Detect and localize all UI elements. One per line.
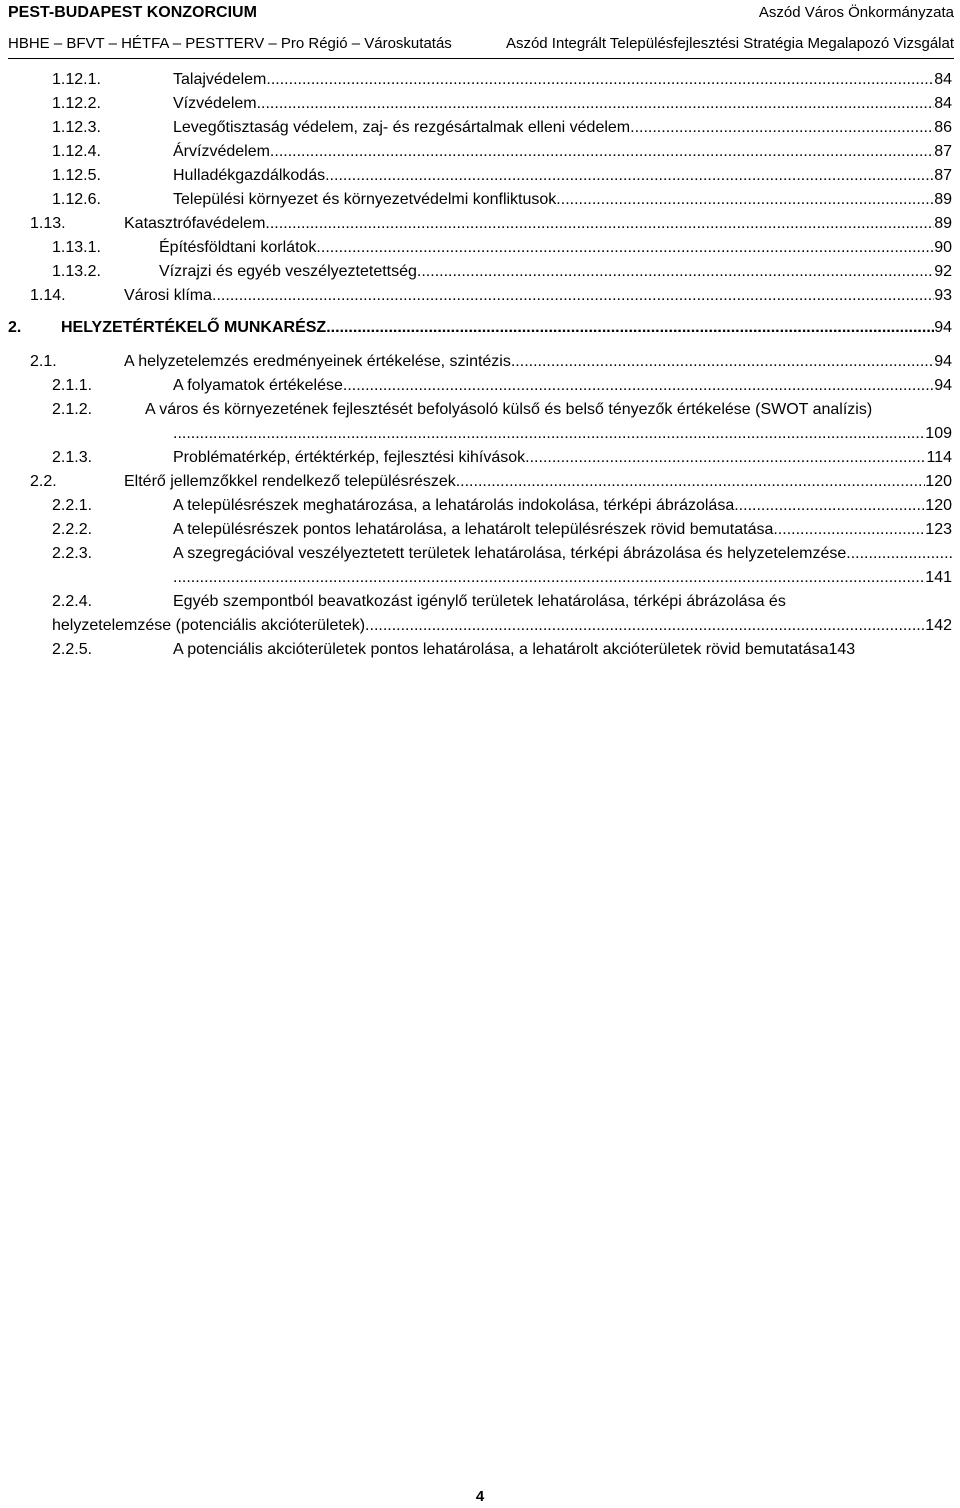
- toc-number: 1.13.1.: [52, 239, 101, 256]
- toc-page: 94: [934, 319, 952, 336]
- toc-number: 2.1.2.: [52, 401, 93, 418]
- toc-page: 87: [934, 143, 952, 160]
- toc-title: Árvízvédelem: [173, 143, 270, 160]
- toc-title: A helyzetelemzés eredményeinek értékelése, szintézis: [124, 353, 511, 370]
- toc-entry[interactable]: [30, 350, 960, 374]
- toc-number: 1.12.1.: [52, 71, 101, 88]
- toc-number: 2.2.3.: [52, 545, 93, 562]
- header-rule: [8, 58, 954, 59]
- toc-leader: [365, 614, 925, 638]
- toc-leader: [456, 470, 926, 494]
- toc-number: 2.2.4.: [52, 593, 93, 610]
- toc-leader: [511, 350, 934, 374]
- toc-entry-chapter[interactable]: [8, 316, 960, 340]
- toc-entry[interactable]: [52, 260, 960, 284]
- toc-title: A folyamatok értékelése: [173, 377, 343, 394]
- toc-page: 94: [934, 377, 952, 394]
- toc-number: 2.2.2.: [52, 521, 93, 538]
- toc-entry[interactable]: [52, 164, 960, 188]
- page-number: 4: [475, 1488, 485, 1505]
- toc-number: 1.12.4.: [52, 143, 101, 160]
- toc-title: Problématérkép, értéktérkép, fejlesztési kihívások: [173, 449, 526, 466]
- toc-number: 2.: [8, 319, 22, 336]
- header-municipality: Aszód Város Önkormányzata: [758, 4, 954, 21]
- toc-entry[interactable]: [52, 116, 960, 140]
- toc-entry[interactable]: [52, 140, 960, 164]
- toc-title: A településrészek meghatározása, a lehatárolás indokolása, térképi ábrázolása: [173, 497, 735, 514]
- toc-leader: [846, 542, 952, 566]
- toc-number: 2.1.1.: [52, 377, 93, 394]
- header-partners: HBHE – BFVT – HÉTFA – PESTTERV – Pro Régió – Városkutatás: [8, 35, 452, 52]
- toc-page: 86: [934, 119, 952, 136]
- toc-entry[interactable]: [30, 284, 960, 308]
- toc-page: 92: [934, 263, 952, 280]
- toc-entry[interactable]: [52, 494, 960, 518]
- toc-title: Talajvédelem: [173, 71, 267, 88]
- toc-title: Városi klíma: [124, 287, 213, 304]
- toc-title: A szegregációval veszélyeztetett területek lehatárolása, térképi ábrázolása és helyzetelemzése: [173, 545, 847, 562]
- toc-page: 89: [934, 191, 952, 208]
- toc-entry[interactable]: [52, 518, 960, 542]
- toc-entry-continuation: [52, 614, 952, 638]
- toc-leader: [343, 374, 934, 398]
- toc-title: A településrészek pontos lehatárolása, a lehatárolt településrészek rövid bemutatása: [173, 521, 774, 538]
- toc-number: 2.2.: [30, 473, 57, 490]
- toc-entry[interactable]: [52, 68, 960, 92]
- toc-title: helyzetelemzése (potenciális akcióterületek): [52, 617, 366, 634]
- toc-page: 94: [934, 353, 952, 370]
- toc-page: 89: [934, 215, 952, 232]
- toc-number: 1.12.2.: [52, 95, 101, 112]
- toc-entry[interactable]: [52, 542, 960, 566]
- toc-leader: [556, 188, 934, 212]
- toc-leader: [173, 422, 925, 446]
- header-row-top: [8, 0, 954, 26]
- toc-leader: [417, 260, 934, 284]
- toc-title: A potenciális akcióterületek pontos lehatárolása, a lehatárolt akcióterületek rövid bemutatása: [173, 641, 829, 658]
- toc-entry[interactable]: [52, 446, 960, 470]
- toc-leader: [257, 92, 935, 116]
- toc-leader: [734, 494, 925, 518]
- toc-title: Építésföldtani korlátok: [159, 239, 317, 256]
- toc-title: Vízrajzi és egyéb veszélyeztetettség: [159, 263, 417, 280]
- toc-title: Katasztrófavédelem: [124, 215, 266, 232]
- toc-number: 1.12.6.: [52, 191, 101, 208]
- page-header: [8, 0, 954, 62]
- toc-entry[interactable]: [52, 374, 960, 398]
- toc-page: 143: [828, 641, 856, 658]
- toc-title: Eltérő jellemzőkkel rendelkező településrészek: [124, 473, 456, 490]
- toc-entry[interactable]: [52, 188, 960, 212]
- toc-leader: [773, 518, 925, 542]
- toc-number: 2.2.5.: [52, 641, 93, 658]
- toc-page: 87: [934, 167, 952, 184]
- toc-entry[interactable]: [52, 590, 960, 614]
- toc-leader: [266, 68, 934, 92]
- toc-page: 141: [925, 569, 952, 586]
- toc-page: 142: [925, 617, 952, 634]
- toc-leader: [326, 316, 934, 340]
- toc-page: 114: [926, 449, 952, 466]
- header-row-bottom: [8, 31, 954, 57]
- toc-page: 120: [925, 497, 952, 514]
- toc-leader: [270, 140, 934, 164]
- toc-page: 84: [934, 71, 952, 88]
- toc-entry[interactable]: [52, 638, 960, 662]
- toc-page: 93: [934, 287, 952, 304]
- toc-title: Levegőtisztaság védelem, zaj- és rezgésártalmak elleni védelem: [173, 119, 631, 136]
- header-consortium: PEST-BUDAPEST KONZORCIUM: [8, 4, 257, 21]
- toc-entry[interactable]: [52, 236, 960, 260]
- toc-leader: [173, 566, 925, 590]
- toc-page: 123: [925, 521, 952, 538]
- toc-leader: [265, 212, 934, 236]
- toc-leader: [525, 446, 926, 470]
- toc-leader: [630, 116, 934, 140]
- toc-number: 2.1.3.: [52, 449, 93, 466]
- toc-title: Egyéb szempontból beavatkozást igénylő területek lehatárolása, térképi ábrázolása és: [173, 593, 786, 610]
- toc-entry[interactable]: [52, 92, 960, 116]
- toc-page: 120: [925, 473, 952, 490]
- toc-entry-continuation: [173, 422, 952, 446]
- toc-leader: [316, 236, 934, 260]
- toc-title: Hulladékgazdálkodás: [173, 167, 326, 184]
- toc-number: 2.1.: [30, 353, 57, 370]
- toc-entry[interactable]: [30, 212, 960, 236]
- toc-page: 90: [934, 239, 952, 256]
- toc-number: 1.13.: [30, 215, 66, 232]
- toc-title: Vízvédelem: [173, 95, 257, 112]
- toc-entry[interactable]: [30, 470, 960, 494]
- toc-title: A város és környezetének fejlesztését befolyásoló külső és belső tényezők értékelése (SWOT analízis): [145, 401, 873, 418]
- toc-title: HELYZETÉRTÉKELŐ MUNKARÉSZ: [61, 319, 327, 336]
- toc-entry[interactable]: [52, 398, 960, 422]
- toc-number: 1.14.: [30, 287, 66, 304]
- toc-number: 1.12.3.: [52, 119, 101, 136]
- toc-leader: [325, 164, 934, 188]
- toc-leader: [212, 284, 934, 308]
- toc-page: 109: [925, 425, 952, 442]
- toc-page: 84: [934, 95, 952, 112]
- toc-number: 1.13.2.: [52, 263, 101, 280]
- toc-number: 1.12.5.: [52, 167, 101, 184]
- toc-title: Települési környezet és környezetvédelmi konfliktusok: [173, 191, 557, 208]
- header-document-title: Aszód Integrált Településfejlesztési Stratégia Megalapozó Vizsgálat: [505, 35, 954, 52]
- toc-number: 2.2.1.: [52, 497, 93, 514]
- toc-entry-continuation: [173, 566, 952, 590]
